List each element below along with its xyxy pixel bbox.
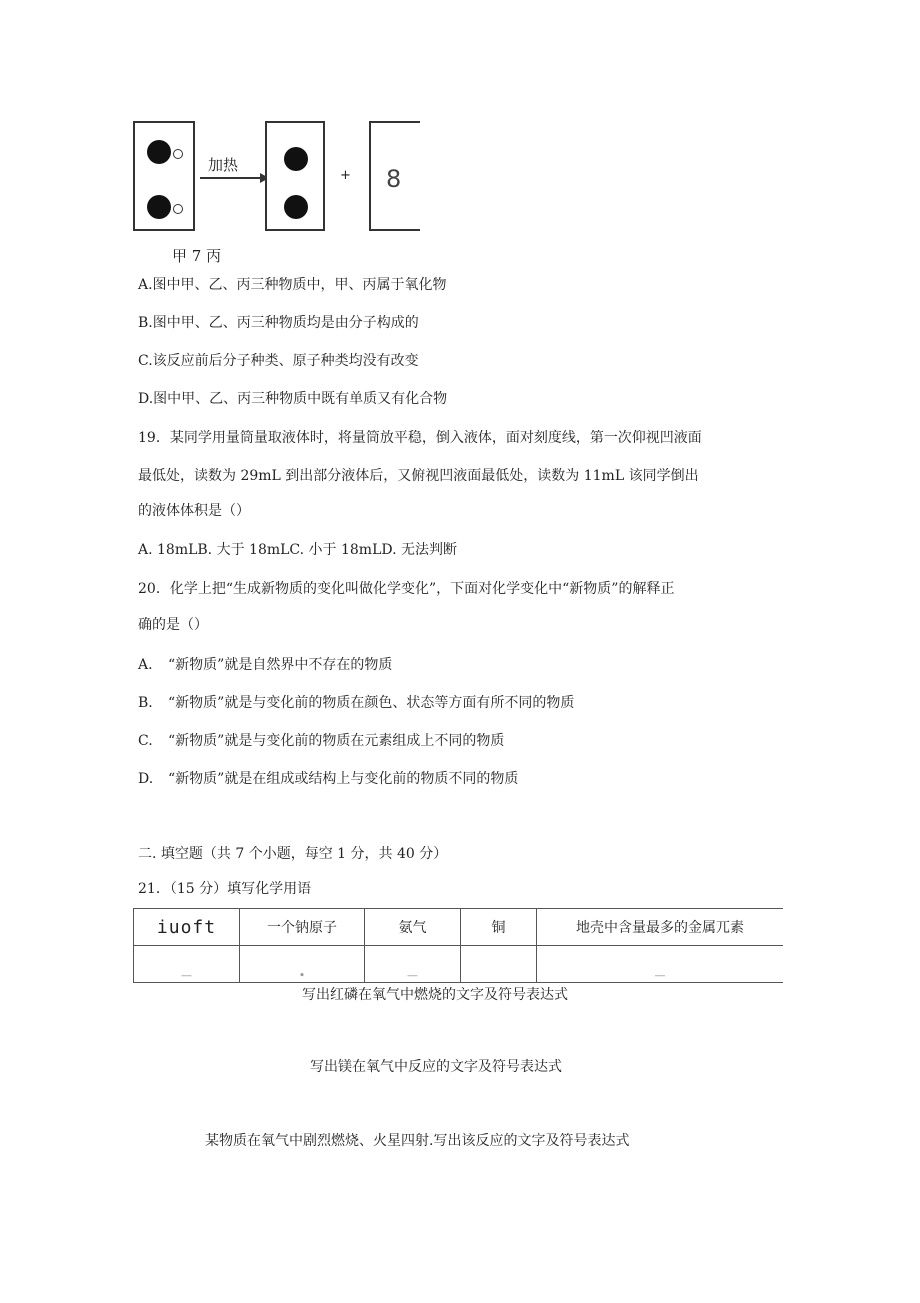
table-header-row (134, 909, 784, 946)
q19-line-1: 19．某同学用量筒量取液体时，将量筒放平稳，倒入液体，面对刻度线，第一次仰视凹液面 (138, 430, 702, 446)
q19-line-3: 的液体体积是（） (138, 503, 250, 519)
heat-label: 加热 (208, 156, 239, 174)
q20-line-1: 20．化学上把“生成新物质的变化叫做化学变化”，下面对化学变化中“新物质”的解释正 (138, 581, 675, 597)
table-cell: 氨气 (365, 909, 461, 946)
option-text: “新物质”就是在组成或结构上与变化前的物质不同的物质 (168, 771, 519, 787)
reactant-box (133, 121, 195, 231)
reaction-diagram (130, 118, 420, 238)
answer-cell[interactable]: • (240, 946, 365, 983)
reaction-arrow (200, 177, 262, 179)
diagram-caption: 甲 7 丙 (172, 247, 222, 265)
prompt-red-phosphorus: 写出红磷在氧气中燃烧的文字及符号表达式 (302, 987, 568, 1003)
product-box-2 (369, 121, 420, 231)
molecule-atom-large (147, 195, 171, 219)
answer-cell[interactable]: — (365, 946, 461, 983)
option-letter: B. (138, 695, 153, 711)
q19-options: A. 18mLB. 大于 18mLC. 小于 18mLD. 无法判断 (138, 542, 457, 558)
q19-line-2: 最低处，读数为 29mL 到出部分液体后，又俯视凹液面最低处，读数为 11mL 该同学倒出 (138, 468, 699, 484)
molecule-atom-large (147, 140, 171, 164)
q20-option-b (138, 694, 574, 712)
q18-option-d: D.图中甲、乙、丙三种物质中既有单质又有化合物 (138, 391, 448, 407)
q20-option-c (138, 732, 504, 750)
product-box-1 (265, 121, 325, 231)
option-text: “新物质”就是与变化前的物质在颜色、状态等方面有所不同的物质 (168, 695, 575, 711)
chem-terms-table (133, 908, 783, 983)
diatomic-molecule-icon: 8 (386, 165, 402, 193)
table-cell: iuoft (134, 909, 240, 946)
prompt-iron-combustion: 某物质在氧气中剧烈燃烧、火星四射.写出该反应的文字及符号表达式 (205, 1133, 630, 1149)
prompt-magnesium: 写出镁在氧气中反应的文字及符号表达式 (310, 1059, 562, 1075)
answer-cell[interactable] (461, 946, 537, 983)
option-letter: C. (138, 733, 153, 749)
table-cell: 铜 (461, 909, 537, 946)
section-heading: 二. 填空题（共 7 个小题，每空 1 分，共 40 分） (138, 846, 448, 862)
answer-cell[interactable]: — (537, 946, 784, 983)
molecule-atom-small (173, 204, 183, 214)
option-text: “新物质”就是自然界中不存在的物质 (168, 657, 393, 673)
answer-cell[interactable]: — (134, 946, 240, 983)
plus-sign: + (340, 168, 351, 183)
atom-large (284, 195, 308, 219)
table-cell: 一个钠原子 (240, 909, 365, 946)
atom-large (284, 147, 308, 171)
table-cell: 地壳中含量最多的金属兀素 (537, 909, 784, 946)
q20-line-2: 确的是（） (138, 617, 208, 633)
q18-option-b: B.图中甲、乙、丙三种物质均是由分子构成的 (138, 315, 419, 331)
option-letter: D. (138, 771, 154, 787)
q18-option-a: A.图中甲、乙、丙三种物质中，甲、丙属于氧化物 (138, 277, 447, 293)
q21-title: 21．（15 分）填写化学用语 (138, 881, 312, 897)
molecule-atom-small (173, 149, 183, 159)
q18-option-c: C.该反应前后分子种类、原子种类均没有改变 (138, 353, 419, 369)
table-answer-row (134, 946, 784, 983)
q20-option-d (138, 770, 518, 788)
option-letter: A. (138, 657, 153, 673)
option-text: “新物质”就是与变化前的物质在元素组成上不同的物质 (168, 733, 505, 749)
q20-option-a (138, 656, 392, 674)
